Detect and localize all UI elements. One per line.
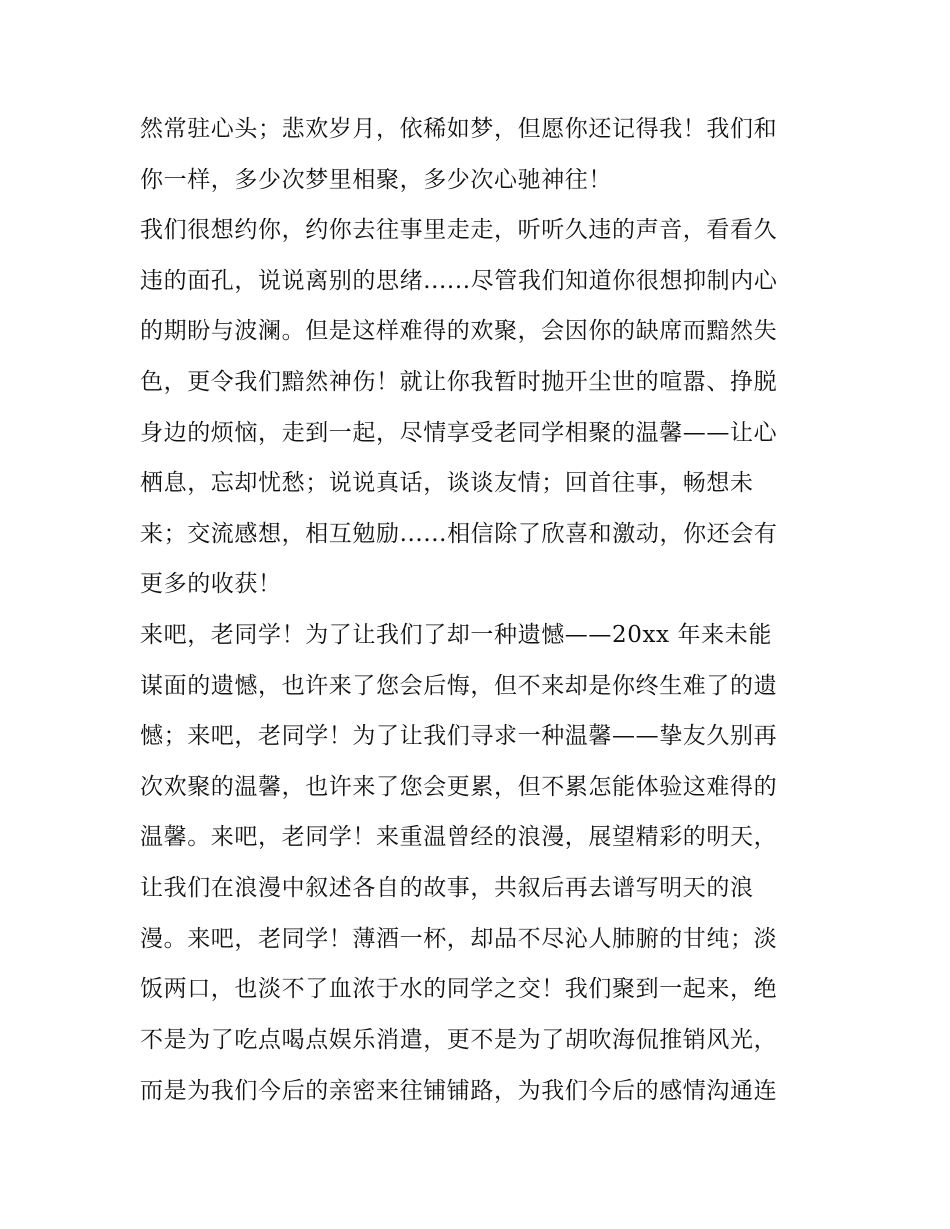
text-line: 色，更令我们黯然神伤！就让你我暂时抛开尘世的喧嚣、挣脱 xyxy=(140,369,778,395)
text-line: 来吧，老同学！为了让我们了却一种遗憾——20xx 年来未能 xyxy=(140,622,772,648)
text-line: 漫。来吧，老同学！薄酒一杯，却品不尽沁人肺腑的甘纯；淡 xyxy=(140,926,778,952)
text-line: 身边的烦恼，走到一起，尽情享受老同学相聚的温馨——让心 xyxy=(140,420,778,446)
text-line: 的期盼与波澜。但是这样难得的欢聚，会因你的缺席而黯然失 xyxy=(140,318,778,344)
text-line: 然常驻心头；悲欢岁月，依稀如梦，但愿你还记得我！我们和 xyxy=(140,116,778,142)
text-line: 饭两口，也淡不了血浓于水的同学之交！我们聚到一起来，绝 xyxy=(140,976,778,1002)
text-line: 谋面的遗憾，也许来了您会后悔，但不来却是你终生难了的遗 xyxy=(140,673,778,699)
text-line: 次欢聚的温馨，也许来了您会更累，但不累怎能体验这难得的 xyxy=(140,774,778,800)
text-line: 温馨。来吧，老同学！来重温曾经的浪漫，展望精彩的明天， xyxy=(140,824,778,850)
text-line: 更多的收获！ xyxy=(140,571,282,597)
text-line: 而是为我们今后的亲密来往铺铺路，为我们今后的感情沟通连 xyxy=(140,1078,778,1104)
text-line: 我们很想约你，约你去往事里走走，听听久违的声音，看看久 xyxy=(140,217,778,243)
text-line: 违的面孔，说说离别的思绪......尽管我们知道你很想抑制内心 xyxy=(140,268,778,294)
text-line: 让我们在浪漫中叙述各自的故事，共叙后再去谱写明天的浪 xyxy=(140,875,754,901)
text-line: 来；交流感想，相互勉励......相信除了欣喜和激动，你还会有 xyxy=(140,521,778,547)
text-line: 憾；来吧，老同学！为了让我们寻求一种温馨——挚友久别再 xyxy=(140,723,778,749)
text-line: 不是为了吃点喝点娱乐消遣，更不是为了胡吹海侃推销风光， xyxy=(140,1027,778,1053)
text-line: 栖息，忘却忧愁；说说真话，谈谈友情；回首往事，畅想未 xyxy=(140,470,754,496)
text-line: 你一样，多少次梦里相聚，多少次心驰神往！ xyxy=(140,167,612,193)
